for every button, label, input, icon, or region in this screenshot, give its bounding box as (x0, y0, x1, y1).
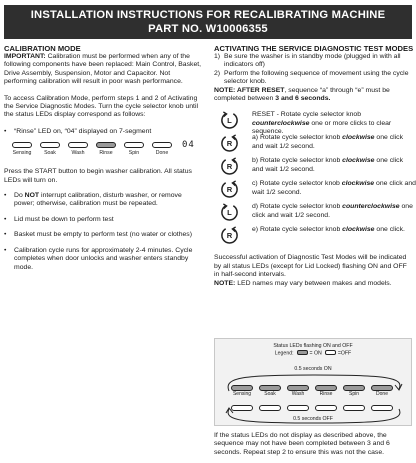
legend-on-text: = ON (309, 350, 322, 357)
step-post: one click and wait 1/2 second. (252, 180, 416, 196)
bullet-basket (4, 231, 204, 239)
list-text: Perform the following sequence of movement using the cycle selector knob. (224, 69, 409, 86)
led-label: Rinse (99, 150, 113, 157)
step-b (214, 156, 414, 179)
bullet-dot: • (4, 192, 7, 200)
list-item (214, 70, 414, 87)
led-sensing (12, 142, 32, 148)
diagram-led-off (287, 405, 309, 411)
led-label: Wash (71, 150, 85, 157)
step-a (214, 133, 414, 156)
bullet-dot: • (4, 127, 7, 135)
bullet-dot: • (4, 231, 7, 239)
led-names-note (214, 280, 414, 288)
diagram-led-label: Sensing (232, 391, 252, 397)
bullet-do-rest: interrupt calibration, disturb washer, or remove power; otherwise, calibration must be repeated. (14, 192, 182, 208)
step-d (214, 202, 414, 225)
important-paragraph (4, 53, 204, 87)
note-label: NOTE: AFTER RESET (214, 86, 285, 94)
diagram-led-off (231, 405, 253, 411)
calibration-mode-heading: CALIBRATION MODE (4, 44, 81, 53)
led-label: Done (155, 150, 169, 157)
note2-label: NOTE: (214, 279, 236, 287)
bullet-do-prefix: Do (14, 192, 25, 200)
cycle-arrows (215, 339, 413, 427)
clockwise-knob-icon (220, 133, 239, 152)
counterclockwise-knob-icon (220, 110, 239, 129)
diagnostic-mode-section (214, 44, 414, 288)
step-direction: counterclockwise (252, 119, 310, 127)
step-pre: RESET - Rotate cycle selector knob (252, 111, 362, 119)
success-paragraph: Successful activation of Diagnostic Test Modes will be indicated by all status LEDs (except for Lid Locked) flashing ON and OFF in half-second intervals. (214, 254, 407, 279)
clockwise-knob-icon (220, 179, 239, 198)
led-flash-diagram (214, 338, 412, 426)
step-pre: a) Rotate cycle selector knob (252, 134, 343, 142)
step-direction: clockwise (342, 134, 375, 142)
led-rinse (96, 142, 116, 148)
list-number: 2) (214, 69, 221, 77)
bottom-paragraph: If the status LEDs do not display as described above, the sequence may not have been completed between 3 and 6 seconds. Repeat step 2 to ensure this was not the case. (214, 432, 390, 456)
bullet-cycle-text: Calibration cycle runs for approximately 2-4 minutes. Cycle completes when door unlocks and washer enters standby mode. (14, 246, 193, 271)
bullet-lid-text: Lid must be down to perform test (14, 215, 114, 223)
step-direction: clockwise (342, 157, 375, 165)
title-bar (4, 5, 412, 39)
status-led-row (4, 142, 204, 164)
step-text (252, 157, 416, 174)
led-label: Soak (44, 150, 56, 157)
seven-segment-display: 04 (182, 140, 195, 151)
step-post: one click. (374, 226, 405, 234)
press-start-paragraph: Press the START button to begin washer calibration. All status LEDs will turn on. (4, 168, 192, 184)
step-reset (214, 110, 414, 136)
on-duration-label: 0.5 seconds ON (294, 366, 332, 372)
svg-text:R: R (226, 231, 233, 241)
step-e (214, 225, 414, 248)
diagram-led-off (259, 405, 281, 411)
bullet-rinse (4, 128, 204, 136)
counterclockwise-knob-icon (220, 202, 239, 221)
diagram-led-off (343, 405, 365, 411)
off-duration-label: 0.5 seconds OFF (293, 416, 333, 422)
list-number: 1) (214, 53, 221, 60)
led-label: Spin (128, 150, 140, 157)
knob-steps (214, 110, 414, 248)
note-text: , sequence “a” through “e” must be completed between (214, 86, 390, 103)
diagram-led-label: Soak (264, 391, 276, 397)
bullet-dot: • (4, 246, 7, 254)
step-pre: b) Rotate cycle selector knob (252, 157, 343, 165)
note2-text: LED names may vary between makes and models. (235, 279, 392, 287)
bullet-basket-text: Basket must be empty to perform test (no water or clothes) (14, 231, 193, 239)
step-post: one click and wait 1/2 second. (252, 203, 413, 219)
svg-text:R: R (226, 162, 233, 172)
diagram-led-off (371, 405, 393, 411)
led-label: Sensing (12, 150, 32, 157)
step-c (214, 179, 414, 202)
diagram-title: Status LEDs flashing ON and OFF (273, 343, 353, 349)
step-post: one or more clicks to clear sequence. (252, 119, 392, 136)
note-bold-end: 3 and 6 seconds. (275, 95, 331, 103)
led-soak (40, 142, 60, 148)
diagnostic-heading: ACTIVATING THE SERVICE DIAGNOSTIC TEST MODES (214, 44, 414, 53)
svg-text:R: R (226, 185, 233, 195)
led-wash (68, 142, 88, 148)
access-paragraph: To access Calibration Mode, perform steps 1 and 2 of Activating the Service Diagnostic Modes. Turn the cycle selector knob until the status LEDs display correspond as follows: (4, 94, 199, 119)
list-item (214, 53, 414, 70)
diagram-led-label: Wash (291, 391, 305, 397)
step-text (252, 134, 416, 151)
diagram-led-label: Done (376, 391, 388, 397)
step-direction: counterclockwise (342, 203, 400, 211)
bullet-dot: • (4, 215, 7, 223)
reset-note (214, 87, 414, 104)
bullet-lid (4, 216, 204, 224)
legend-off-text: =OFF (337, 350, 352, 357)
calibration-mode-section (4, 44, 204, 272)
step-direction: clockwise (341, 180, 375, 188)
important-label: IMPORTANT: (4, 53, 46, 60)
clockwise-knob-icon (220, 225, 239, 244)
legend-label: Legend: (274, 350, 294, 357)
bullet-rinse-text: “Rinse” LED on, “04” displayed on 7-segment (14, 127, 152, 135)
step-post: one click and wait 1/2 second. (252, 157, 404, 173)
bullet-do-not-emphasis: NOT (24, 192, 40, 200)
page-title: INSTALLATION INSTRUCTIONS FOR RECALIBRATING MACHINE (30, 9, 386, 21)
svg-text:L: L (227, 116, 232, 126)
bullet-do-not (4, 192, 204, 209)
step-post: one click and wait 1/2 second. (252, 134, 404, 150)
diagram-led-label: Rinse (319, 391, 333, 397)
step-direction: clockwise (342, 226, 375, 234)
bullet-cycle (4, 247, 204, 272)
led-done (152, 142, 172, 148)
diagram-led-off (315, 405, 337, 411)
step-text (252, 180, 416, 197)
svg-text:R: R (226, 139, 233, 149)
clockwise-knob-icon (220, 156, 239, 175)
step-pre: d) Rotate cycle selector knob (252, 203, 343, 211)
important-text: Calibration must be performed when any of the following components have been replaced: Main Control, Basket, Drive Assembly, Suspension, Motor and Capacitor. Not performing calibration will result in poor wash performance. (4, 53, 202, 86)
step-pre: e) Rotate cycle selector knob (252, 226, 343, 234)
diagram-led-label: Spin (348, 391, 359, 397)
step-text (252, 226, 416, 234)
svg-text:L: L (227, 208, 232, 218)
part-number: PART NO. W10006355 (148, 23, 268, 35)
step-pre: c) Rotate cycle selector knob (252, 180, 342, 188)
led-spin (124, 142, 144, 148)
list-text: Be sure the washer is in standby mode (plugged in with all indicators off) (224, 53, 401, 69)
step-text (252, 203, 416, 220)
